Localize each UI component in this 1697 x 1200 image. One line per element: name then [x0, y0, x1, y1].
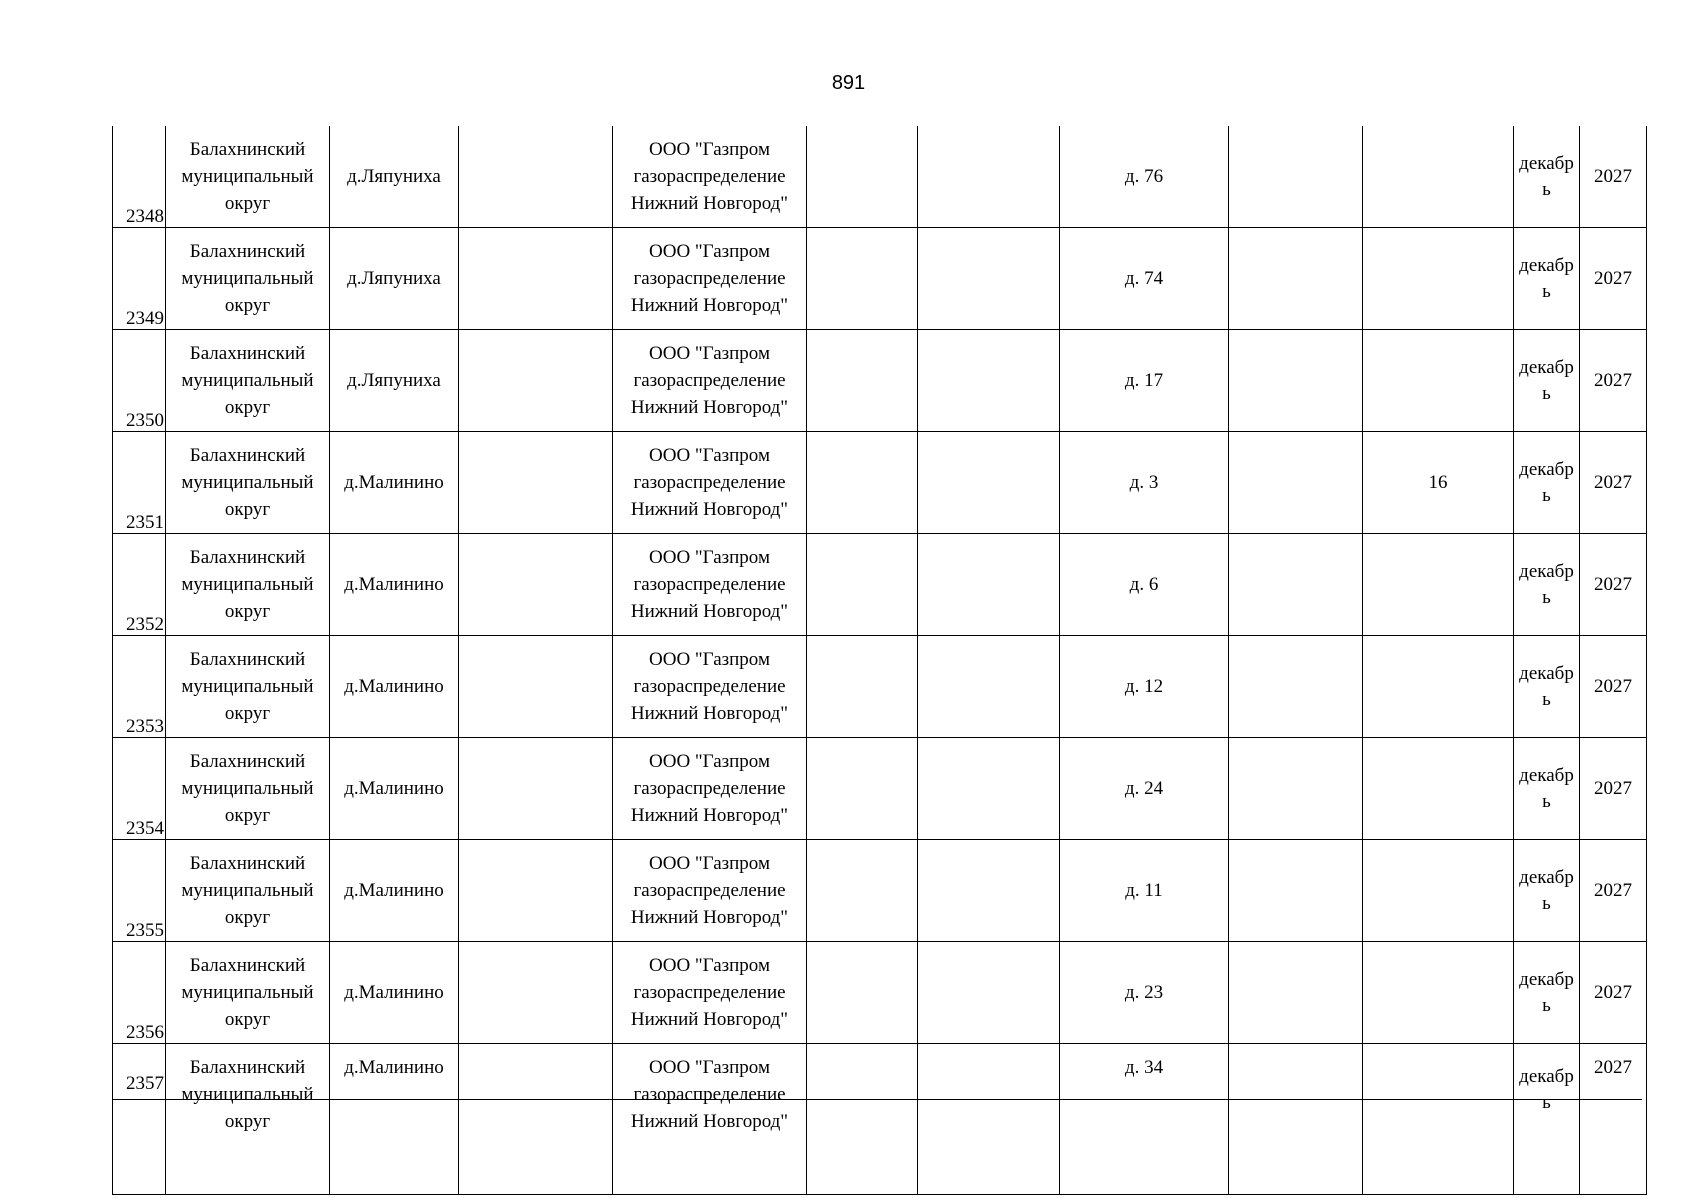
month-cell: декабрь [1514, 432, 1580, 534]
quantity-cell [1363, 942, 1514, 1044]
empty-cell [459, 534, 613, 636]
row-number-cell: 2349 [113, 228, 166, 330]
empty-cell [1229, 942, 1363, 1044]
house-cell: д. 6 [1060, 534, 1229, 636]
empty-cell [918, 534, 1060, 636]
empty-cell [807, 534, 918, 636]
house-cell: д. 3 [1060, 432, 1229, 534]
operator-cell: ООО "Газпром газораспределение Нижний Новгород" [613, 636, 807, 738]
month-cell: декабрь [1514, 942, 1580, 1044]
empty-cell [918, 228, 1060, 330]
empty-cell [1229, 840, 1363, 942]
house-cell: д. 17 [1060, 330, 1229, 432]
row-number-cell: 2354 [113, 738, 166, 840]
month-cell: декабрь [1514, 840, 1580, 942]
operator-cell: ООО "Газпром газораспределение Нижний Новгород" [613, 738, 807, 840]
row-number-cell: 2350 [113, 330, 166, 432]
row-number-cell: 2348 [113, 126, 166, 228]
table-body [113, 126, 1647, 1195]
operator-cell: ООО "Газпром газораспределение Нижний Новгород" [613, 432, 807, 534]
locality-cell: д.Ляпуниха [330, 228, 459, 330]
empty-cell [918, 126, 1060, 228]
empty-cell [918, 432, 1060, 534]
empty-cell [1229, 1044, 1363, 1195]
house-cell: д. 24 [1060, 738, 1229, 840]
table-row [113, 636, 1647, 738]
empty-cell [918, 1044, 1060, 1195]
empty-cell [1229, 126, 1363, 228]
locality-cell: д.Малинино [330, 738, 459, 840]
year-cell: 2027 [1580, 840, 1647, 942]
empty-cell [807, 636, 918, 738]
locality-cell: д.Малинино [330, 942, 459, 1044]
operator-cell: ООО "Газпром газораспределение Нижний Новгород" [613, 534, 807, 636]
empty-cell [459, 636, 613, 738]
empty-cell [807, 432, 918, 534]
quantity-cell [1363, 534, 1514, 636]
empty-cell [1229, 636, 1363, 738]
row-number-cell: 2355 [113, 840, 166, 942]
row-number-cell: 2352 [113, 534, 166, 636]
empty-cell [459, 126, 613, 228]
month-cell: декабрь [1514, 228, 1580, 330]
operator-cell: ООО "Газпром газораспределение Нижний Новгород" [613, 126, 807, 228]
empty-cell [1229, 432, 1363, 534]
table-row [113, 432, 1647, 534]
operator-cell: ООО "Газпром газораспределение Нижний Новгород" [613, 840, 807, 942]
operator-cell: ООО "Газпром газораспределение Нижний Новгород" [613, 1044, 807, 1195]
operator-cell: ООО "Газпром газораспределение Нижний Новгород" [613, 228, 807, 330]
month-cell: декабрь [1514, 636, 1580, 738]
operator-cell: ООО "Газпром газораспределение Нижний Новгород" [613, 942, 807, 1044]
district-cell: Балахнинский муниципальный округ [166, 942, 330, 1044]
month-cell: декабрь [1514, 330, 1580, 432]
locality-cell: д.Ляпуниха [330, 330, 459, 432]
empty-cell [459, 942, 613, 1044]
row-number-cell: 2356 [113, 942, 166, 1044]
empty-cell [918, 330, 1060, 432]
row-number-cell: 2351 [113, 432, 166, 534]
year-cell: 2027 [1580, 1044, 1647, 1195]
year-cell: 2027 [1580, 942, 1647, 1044]
page-number: 891 [831, 72, 866, 94]
row-number-cell: 2353 [113, 636, 166, 738]
table-row [113, 840, 1647, 942]
district-cell: Балахнинский муниципальный округ [166, 126, 330, 228]
house-cell: д. 12 [1060, 636, 1229, 738]
table-row [113, 942, 1647, 1044]
operator-cell: ООО "Газпром газораспределение Нижний Новгород" [613, 330, 807, 432]
empty-cell [918, 636, 1060, 738]
locality-cell: д.Малинино [330, 636, 459, 738]
month-cell: декабрь [1514, 534, 1580, 636]
quantity-cell [1363, 636, 1514, 738]
district-cell: Балахнинский муниципальный округ [166, 636, 330, 738]
year-cell: 2027 [1580, 636, 1647, 738]
quantity-cell [1363, 738, 1514, 840]
quantity-cell [1363, 840, 1514, 942]
empty-cell [807, 1044, 918, 1195]
quantity-cell [1363, 1044, 1514, 1195]
empty-cell [459, 330, 613, 432]
empty-cell [459, 738, 613, 840]
district-cell: Балахнинский муниципальный округ [166, 228, 330, 330]
month-cell: декабрь [1514, 126, 1580, 228]
quantity-cell [1363, 228, 1514, 330]
table-row [113, 126, 1647, 228]
house-cell: д. 34 [1060, 1044, 1229, 1195]
house-cell: д. 76 [1060, 126, 1229, 228]
year-cell: 2027 [1580, 534, 1647, 636]
house-cell: д. 74 [1060, 228, 1229, 330]
row-number-cell: 2357 [113, 1044, 166, 1195]
table-row [113, 330, 1647, 432]
empty-cell [807, 330, 918, 432]
district-cell: Балахнинский муниципальный округ [166, 432, 330, 534]
month-cell: декабрь [1514, 1044, 1580, 1195]
empty-cell [918, 738, 1060, 840]
empty-cell [459, 228, 613, 330]
table-row [113, 738, 1647, 840]
locality-cell: д.Малинино [330, 840, 459, 942]
table-row [113, 534, 1647, 636]
locality-cell: д.Малинино [330, 1044, 459, 1195]
quantity-cell: 16 [1363, 432, 1514, 534]
year-cell: 2027 [1580, 738, 1647, 840]
table-row [113, 228, 1647, 330]
empty-cell [807, 840, 918, 942]
quantity-cell [1363, 126, 1514, 228]
empty-cell [918, 942, 1060, 1044]
empty-cell [459, 1044, 613, 1195]
locality-cell: д.Малинино [330, 534, 459, 636]
empty-cell [807, 942, 918, 1044]
table-row [113, 1044, 1647, 1195]
district-cell: Балахнинский муниципальный округ [166, 330, 330, 432]
data-table [112, 126, 1647, 1195]
quantity-cell [1363, 330, 1514, 432]
district-cell: Балахнинский муниципальный округ [166, 1044, 330, 1195]
empty-cell [459, 432, 613, 534]
month-cell: декабрь [1514, 738, 1580, 840]
empty-cell [807, 738, 918, 840]
year-cell: 2027 [1580, 126, 1647, 228]
house-cell: д. 11 [1060, 840, 1229, 942]
district-cell: Балахнинский муниципальный округ [166, 840, 330, 942]
empty-cell [918, 840, 1060, 942]
house-cell: д. 23 [1060, 942, 1229, 1044]
empty-cell [1229, 534, 1363, 636]
locality-cell: д.Малинино [330, 432, 459, 534]
empty-cell [459, 840, 613, 942]
data-table-container [112, 126, 1642, 1132]
year-cell: 2027 [1580, 228, 1647, 330]
year-cell: 2027 [1580, 330, 1647, 432]
empty-cell [807, 126, 918, 228]
empty-cell [1229, 330, 1363, 432]
district-cell: Балахнинский муниципальный округ [166, 534, 330, 636]
empty-cell [1229, 738, 1363, 840]
district-cell: Балахнинский муниципальный округ [166, 738, 330, 840]
year-cell: 2027 [1580, 432, 1647, 534]
empty-cell [807, 228, 918, 330]
locality-cell: д.Ляпуниха [330, 126, 459, 228]
empty-cell [1229, 228, 1363, 330]
